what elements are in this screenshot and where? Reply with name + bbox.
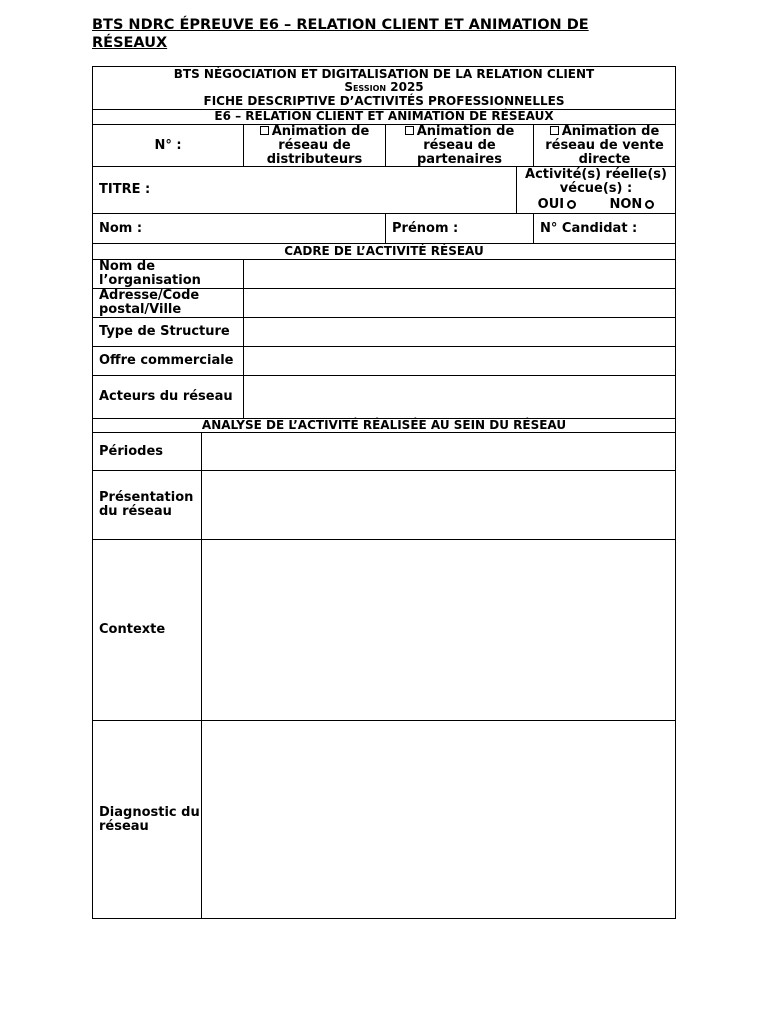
row-label-organisation-text: Nom de l’organisation: [99, 259, 201, 288]
row-label-periodes-text: Périodes: [99, 443, 164, 459]
header-session: Session 2025: [344, 80, 424, 95]
prenom-field[interactable]: [385, 213, 534, 244]
row-field-offre[interactable]: [243, 346, 676, 376]
radio-non[interactable]: [609, 198, 654, 212]
radio-oui[interactable]: [538, 198, 576, 212]
row-label-acteurs-text: Acteurs du réseau: [99, 389, 233, 404]
row-label-adresse-text: Adresse/Code postal/Ville: [99, 288, 200, 317]
option-distributeurs-label: Animation de réseau de distributeurs: [266, 123, 370, 167]
nom-label: Nom :: [99, 220, 143, 236]
checkbox-distributeurs[interactable]: [260, 126, 269, 135]
checkbox-partenaires[interactable]: [405, 126, 414, 135]
form-header: [92, 66, 676, 110]
row-field-periodes[interactable]: [201, 432, 676, 471]
row-label-diagnostic: [92, 720, 202, 919]
row-label-organisation: [92, 259, 244, 289]
option-vente-directe[interactable]: [533, 124, 676, 167]
titre-label: TITRE :: [99, 182, 151, 197]
row-field-presentation[interactable]: [201, 470, 676, 540]
nom-field[interactable]: [92, 213, 386, 244]
row-field-organisation[interactable]: [243, 259, 676, 289]
radio-non-circle[interactable]: [645, 200, 654, 209]
candidat-field[interactable]: [533, 213, 676, 244]
radio-oui-circle[interactable]: [567, 200, 576, 209]
activite-reelle-label: Activité(s) réelle(s) vécue(s) :: [525, 167, 667, 196]
option-partenaires-label: Animation de réseau de partenaires: [416, 123, 515, 167]
radio-non-label: NON: [609, 197, 643, 212]
row-label-type-structure: [92, 317, 244, 347]
numero-label: N° :: [92, 124, 244, 167]
row-label-contexte: [92, 539, 202, 721]
row-label-acteurs: [92, 375, 244, 419]
option-distributeurs[interactable]: [243, 124, 386, 167]
header-epreuve: E6 – RELATION CLIENT ET ANIMATION DE RÉSEAUX: [92, 109, 676, 125]
document-title: BTS NDRC ÉPREUVE E6 – RELATION CLIENT ET ANIMATION DE RÉSEAUX: [92, 17, 589, 51]
section-cadre-title: CADRE DE L’ACTIVITÉ RÉSEAU: [92, 243, 676, 260]
row-label-diagnostic-text: Diagnostic du réseau: [99, 804, 200, 834]
titre-field[interactable]: [92, 166, 517, 214]
option-partenaires[interactable]: [385, 124, 534, 167]
row-field-adresse[interactable]: [243, 288, 676, 318]
row-field-acteurs[interactable]: [243, 375, 676, 419]
row-label-contexte-text: Contexte: [99, 622, 166, 637]
activite-reelle-box: [516, 166, 676, 214]
row-field-type-structure[interactable]: [243, 317, 676, 347]
row-label-presentation: [92, 470, 202, 540]
row-label-presentation-text: Présentation du réseau: [99, 490, 194, 519]
section-analyse-title: ANALYSE DE L’ACTIVITÉ RÉALISÉE AU SEIN DU RÉSEAU: [92, 418, 676, 433]
candidat-label: N° Candidat :: [540, 220, 638, 236]
prenom-label: Prénom :: [392, 220, 459, 236]
option-vente-directe-label: Animation de réseau de vente directe: [545, 123, 664, 167]
row-label-offre: [92, 346, 244, 376]
row-field-diagnostic[interactable]: [201, 720, 676, 919]
row-label-type-structure-text: Type de Structure: [99, 324, 230, 339]
row-label-adresse: [92, 288, 244, 318]
checkbox-vente-directe[interactable]: [550, 126, 559, 135]
radio-oui-label: OUI: [537, 197, 565, 212]
row-label-periodes: [92, 432, 202, 471]
header-line-3: FICHE DESCRIPTIVE D’ACTIVITÉS PROFESSIONNELLES: [203, 93, 565, 108]
header-line-1: BTS NÉGOCIATION ET DIGITALISATION DE LA RELATION CLIENT: [173, 66, 595, 81]
row-field-contexte[interactable]: [201, 539, 676, 721]
row-label-offre-text: Offre commerciale: [99, 353, 234, 368]
